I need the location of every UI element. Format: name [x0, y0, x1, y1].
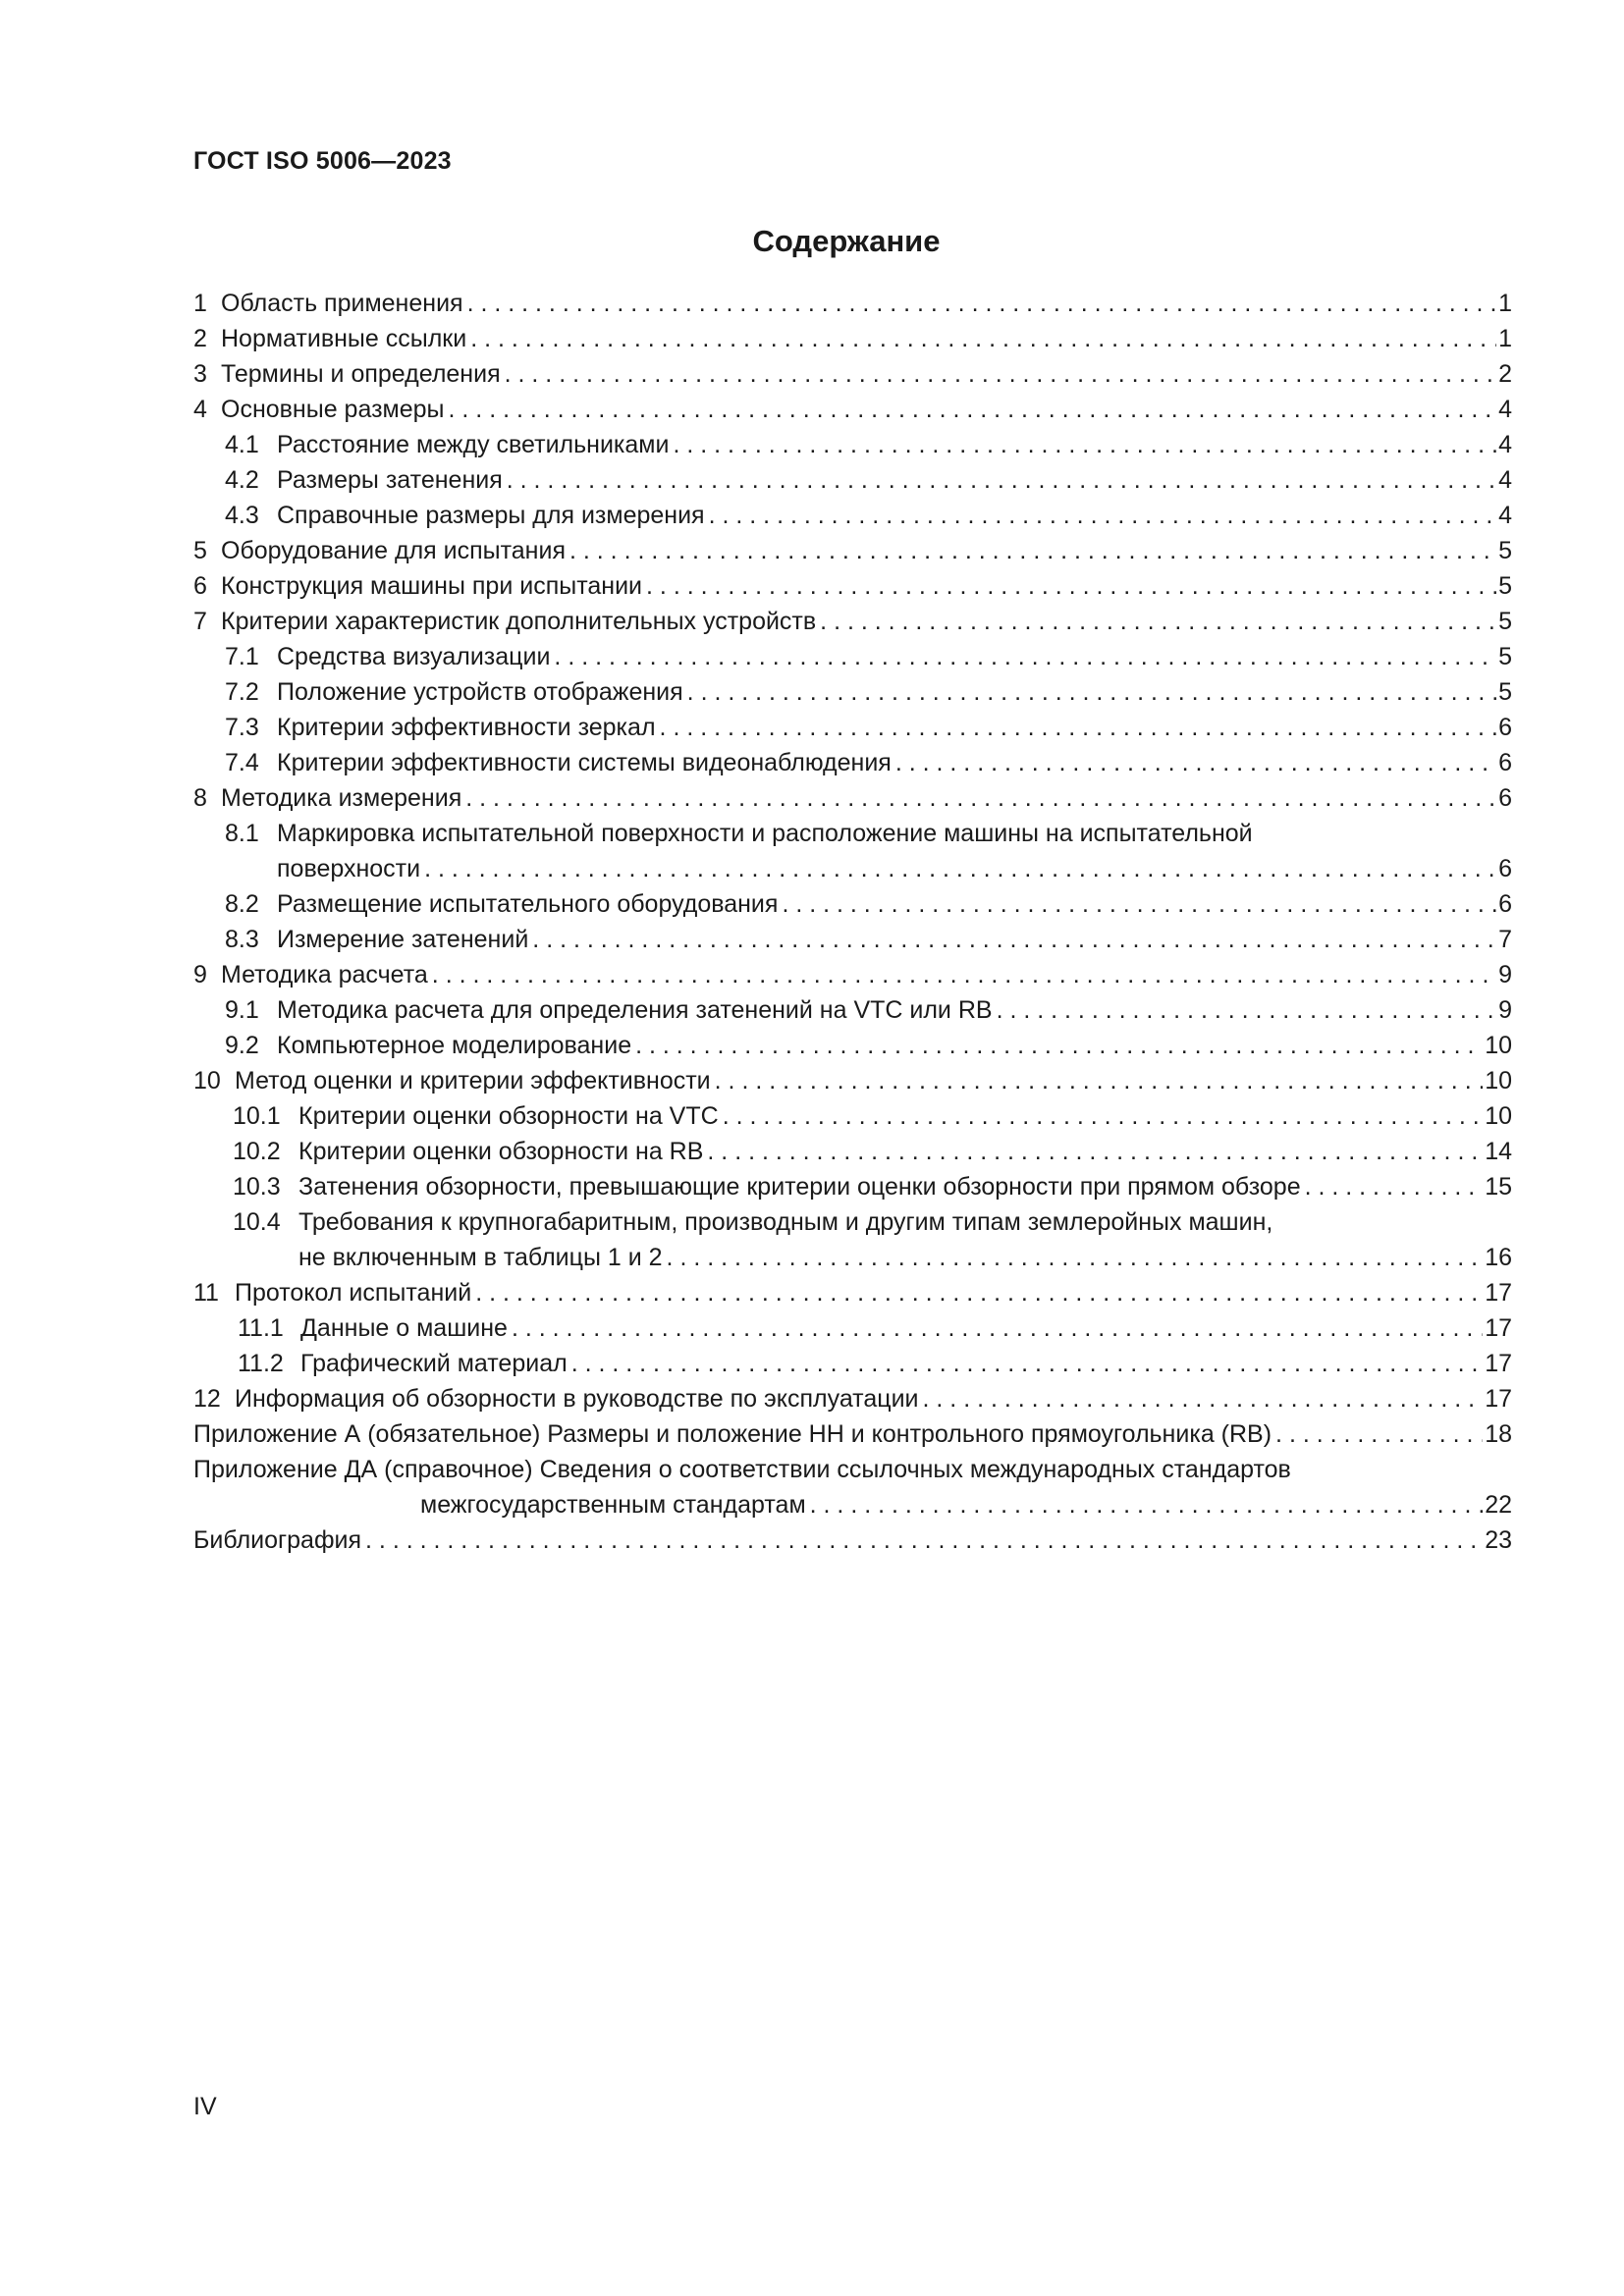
dot-leader [810, 1487, 1484, 1522]
toc-entry-title: Методика расчета для определения затенений на VTC или RB [277, 996, 993, 1024]
toc-entry-4[interactable] [193, 392, 1512, 427]
toc-entry-4-3[interactable] [193, 498, 1512, 533]
dot-leader [895, 745, 1496, 780]
toc-entry-page: 18 [1485, 1420, 1512, 1448]
toc-entry-number: 7.1 [225, 643, 259, 670]
toc-entry-page: 5 [1498, 678, 1512, 706]
toc-entry-title: Информация об обзорности в руководстве по эксплуатации [235, 1385, 919, 1413]
toc-entry-10-1[interactable] [193, 1098, 1512, 1134]
toc-entry-10[interactable] [193, 1063, 1512, 1098]
toc-entry-page: 9 [1498, 996, 1512, 1024]
toc-entry-appendix-da-continued[interactable] [193, 1487, 1512, 1522]
toc-entry-number: 10 [193, 1067, 221, 1095]
toc-entry-number: 10.2 [233, 1138, 281, 1165]
dot-leader [997, 992, 1497, 1028]
dot-leader [449, 392, 1497, 427]
toc-entry-number: 7.2 [225, 678, 259, 706]
toc-entry-title: Приложение ДА (справочное) Сведения о соответствии ссылочных международных стандартов [193, 1456, 1291, 1483]
toc-entry-number: 9 [193, 961, 207, 988]
toc-entry-8-3[interactable] [193, 922, 1512, 957]
toc-entry-number: 10.1 [233, 1102, 281, 1130]
toc-entry-7-2[interactable] [193, 674, 1512, 710]
toc-entry-page: 6 [1498, 784, 1512, 812]
toc-entry-number: 7 [193, 608, 207, 635]
toc-entry-title: Метод оценки и критерии эффективности [235, 1067, 711, 1095]
toc-entry-title: Графический материал [300, 1350, 568, 1377]
toc-entry-page: 9 [1498, 961, 1512, 988]
toc-title: Содержание [752, 224, 941, 258]
toc-entry-number: 3 [193, 360, 207, 388]
toc-entry-title: Компьютерное моделирование [277, 1032, 632, 1059]
toc-entry-title: Данные о машине [300, 1314, 508, 1342]
toc-entry-title: Критерии эффективности зеркал [277, 714, 656, 741]
toc-entry-title: Средства визуализации [277, 643, 551, 670]
toc-entry-number: 7.4 [225, 749, 259, 776]
toc-entry-11-2[interactable] [193, 1346, 1512, 1381]
toc-entry-title: Размеры затенения [277, 466, 503, 494]
toc-entry-number: 6 [193, 572, 207, 600]
toc-entry-number: 4 [193, 396, 207, 423]
toc-entry-page: 17 [1485, 1314, 1512, 1342]
toc-entry-8[interactable] [193, 780, 1512, 816]
toc-entry-10-3[interactable] [193, 1169, 1512, 1204]
toc-entry-appendix-a[interactable] [193, 1416, 1512, 1452]
toc-entry-page: 1 [1498, 325, 1512, 352]
toc-entry-page: 5 [1498, 643, 1512, 670]
toc-entry-page: 4 [1498, 396, 1512, 423]
toc-entry-title: Положение устройств отображения [277, 678, 683, 706]
toc-entry-8-2[interactable] [193, 886, 1512, 922]
toc-entry-title: Конструкция машины при испытании [221, 572, 643, 600]
dot-leader [465, 780, 1496, 816]
toc-entry-5[interactable] [193, 533, 1512, 568]
toc-entry-number: 2 [193, 325, 207, 352]
toc-entry-number: 11 [193, 1279, 219, 1307]
toc-entry-title: Методика расчета [221, 961, 428, 988]
toc-entry-page: 22 [1485, 1491, 1512, 1519]
toc-entry-title: Критерии характеристик дополнительных устройств [221, 608, 817, 635]
toc-entry-title: Оборудование для испытания [221, 537, 566, 564]
toc-entry-title: Затенения обзорности, превышающие критерии оценки обзорности при прямом обзоре [298, 1173, 1301, 1201]
document-code: ГОСТ ISO 5006—2023 [193, 147, 452, 175]
dot-leader [667, 1240, 1484, 1275]
toc-entry-number: 4.1 [225, 431, 259, 458]
toc-entry-title-continued: не включенным в таблицы 1 и 2 [298, 1244, 663, 1271]
toc-entry-number: 8.2 [225, 890, 259, 918]
toc-entry-number: 8 [193, 784, 207, 812]
toc-entry-title: Размещение испытательного оборудования [277, 890, 779, 918]
toc-entry-page: 1 [1498, 290, 1512, 317]
dot-leader [505, 356, 1496, 392]
toc-entry-6[interactable] [193, 568, 1512, 604]
table-of-contents [193, 286, 1512, 1558]
toc-entry-title: Методика измерения [221, 784, 462, 812]
toc-entry-bibliography[interactable] [193, 1522, 1512, 1558]
toc-entry-number: 11.1 [238, 1314, 284, 1342]
toc-entry-1[interactable] [193, 286, 1512, 321]
toc-entry-page: 4 [1498, 502, 1512, 529]
toc-entry-page: 6 [1498, 714, 1512, 741]
toc-entry-page: 4 [1498, 466, 1512, 494]
dot-leader [571, 1346, 1483, 1381]
toc-entry-2[interactable] [193, 321, 1512, 356]
toc-entry-4-2[interactable] [193, 462, 1512, 498]
toc-entry-7-4[interactable] [193, 745, 1512, 780]
toc-entry-number: 9.2 [225, 1032, 259, 1059]
toc-entry-7[interactable] [193, 604, 1512, 639]
toc-entry-page: 5 [1498, 572, 1512, 600]
dot-leader [820, 604, 1496, 639]
dot-leader [673, 427, 1496, 462]
toc-entry-page: 6 [1498, 749, 1512, 776]
toc-entry-10-4[interactable] [193, 1204, 1512, 1240]
toc-entry-page: 6 [1498, 855, 1512, 882]
dot-leader [470, 321, 1496, 356]
toc-entry-number: 4.3 [225, 502, 259, 529]
toc-entry-title: Приложение А (обязательное) Размеры и положение НН и контрольного прямоугольника (RB) [193, 1420, 1272, 1448]
toc-entry-11-1[interactable] [193, 1310, 1512, 1346]
toc-entry-title: Критерии оценки обзорности на VTC [298, 1102, 719, 1130]
dot-leader [512, 1310, 1483, 1346]
dot-leader [715, 1063, 1484, 1098]
dot-leader [432, 957, 1496, 992]
toc-entry-7-3[interactable] [193, 710, 1512, 745]
toc-entry-number: 7.3 [225, 714, 259, 741]
dot-leader [923, 1381, 1484, 1416]
toc-entry-page: 17 [1485, 1350, 1512, 1377]
toc-entry-page: 10 [1485, 1032, 1512, 1059]
toc-entry-number: 11.2 [238, 1350, 284, 1377]
toc-entry-number: 1 [193, 290, 207, 317]
toc-entry-page: 10 [1485, 1067, 1512, 1095]
dot-leader [782, 886, 1496, 922]
toc-entry-title: Измерение затенений [277, 926, 529, 953]
toc-entry-number: 10.4 [233, 1208, 281, 1236]
page-number-footer: IV [193, 2093, 217, 2120]
dot-leader [554, 639, 1496, 674]
toc-entry-page: 6 [1498, 890, 1512, 918]
toc-entry-10-4-continued[interactable] [193, 1240, 1512, 1275]
dot-leader [1305, 1169, 1484, 1204]
dot-leader [687, 674, 1496, 710]
toc-entry-10-2[interactable] [193, 1134, 1512, 1169]
dot-leader [1275, 1416, 1483, 1452]
dot-leader [723, 1098, 1484, 1134]
toc-entry-page: 5 [1498, 608, 1512, 635]
toc-entry-title: Область применения [221, 290, 463, 317]
toc-entry-title: Маркировка испытательной поверхности и расположение машины на испытательной [277, 820, 1253, 847]
toc-entry-page: 10 [1485, 1102, 1512, 1130]
dot-leader [475, 1275, 1483, 1310]
toc-entry-page: 2 [1498, 360, 1512, 388]
toc-entry-title: Термины и определения [221, 360, 501, 388]
toc-entry-title: Протокол испытаний [235, 1279, 472, 1307]
toc-entry-number: 12 [193, 1385, 221, 1413]
toc-entry-8-1[interactable] [193, 816, 1512, 851]
toc-entry-title: Библиография [193, 1526, 362, 1554]
dot-leader [424, 851, 1496, 886]
toc-entry-page: 17 [1485, 1279, 1512, 1307]
toc-entry-9-1[interactable] [193, 992, 1512, 1028]
toc-entry-page: 14 [1485, 1138, 1512, 1165]
toc-entry-7-1[interactable] [193, 639, 1512, 674]
toc-entry-title: Критерии эффективности системы видеонаблюдения [277, 749, 892, 776]
toc-entry-page: 15 [1485, 1173, 1512, 1201]
toc-entry-title: Расстояние между светильниками [277, 431, 670, 458]
toc-entry-12[interactable] [193, 1381, 1512, 1416]
toc-entry-title: Нормативные ссылки [221, 325, 467, 352]
toc-entry-page: 4 [1498, 431, 1512, 458]
toc-entry-title: Справочные размеры для измерения [277, 502, 705, 529]
toc-entry-number: 8.3 [225, 926, 259, 953]
dot-leader [365, 1522, 1483, 1558]
toc-entry-title: Критерии оценки обзорности на RB [298, 1138, 704, 1165]
toc-entry-11[interactable] [193, 1275, 1512, 1310]
dot-leader [507, 462, 1496, 498]
dot-leader [707, 1134, 1483, 1169]
toc-entry-number: 9.1 [225, 996, 259, 1024]
dot-leader [569, 533, 1496, 568]
toc-entry-page: 7 [1498, 926, 1512, 953]
toc-entry-appendix-da[interactable] [193, 1452, 1512, 1487]
toc-entry-title-continued: межгосударственным стандартам [420, 1491, 806, 1519]
toc-entry-8-1-continued[interactable] [193, 851, 1512, 886]
dot-leader [660, 710, 1497, 745]
toc-entry-page: 5 [1498, 537, 1512, 564]
toc-entry-number: 5 [193, 537, 207, 564]
dot-leader [646, 568, 1496, 604]
toc-entry-3[interactable] [193, 356, 1512, 392]
toc-entry-title: Требования к крупногабаритным, производным и другим типам землеройных машин, [298, 1208, 1273, 1236]
dot-leader [532, 922, 1496, 957]
dot-leader [709, 498, 1496, 533]
dot-leader [635, 1028, 1483, 1063]
toc-entry-9[interactable] [193, 957, 1512, 992]
dot-leader [467, 286, 1497, 321]
toc-entry-number: 10.3 [233, 1173, 281, 1201]
toc-entry-page: 23 [1485, 1526, 1512, 1554]
toc-entry-number: 4.2 [225, 466, 259, 494]
toc-entry-4-1[interactable] [193, 427, 1512, 462]
toc-entry-title-continued: поверхности [277, 855, 421, 882]
toc-entry-page: 17 [1485, 1385, 1512, 1413]
toc-entry-page: 16 [1485, 1244, 1512, 1271]
toc-entry-number: 8.1 [225, 820, 259, 847]
toc-entry-title: Основные размеры [221, 396, 445, 423]
toc-entry-9-2[interactable] [193, 1028, 1512, 1063]
